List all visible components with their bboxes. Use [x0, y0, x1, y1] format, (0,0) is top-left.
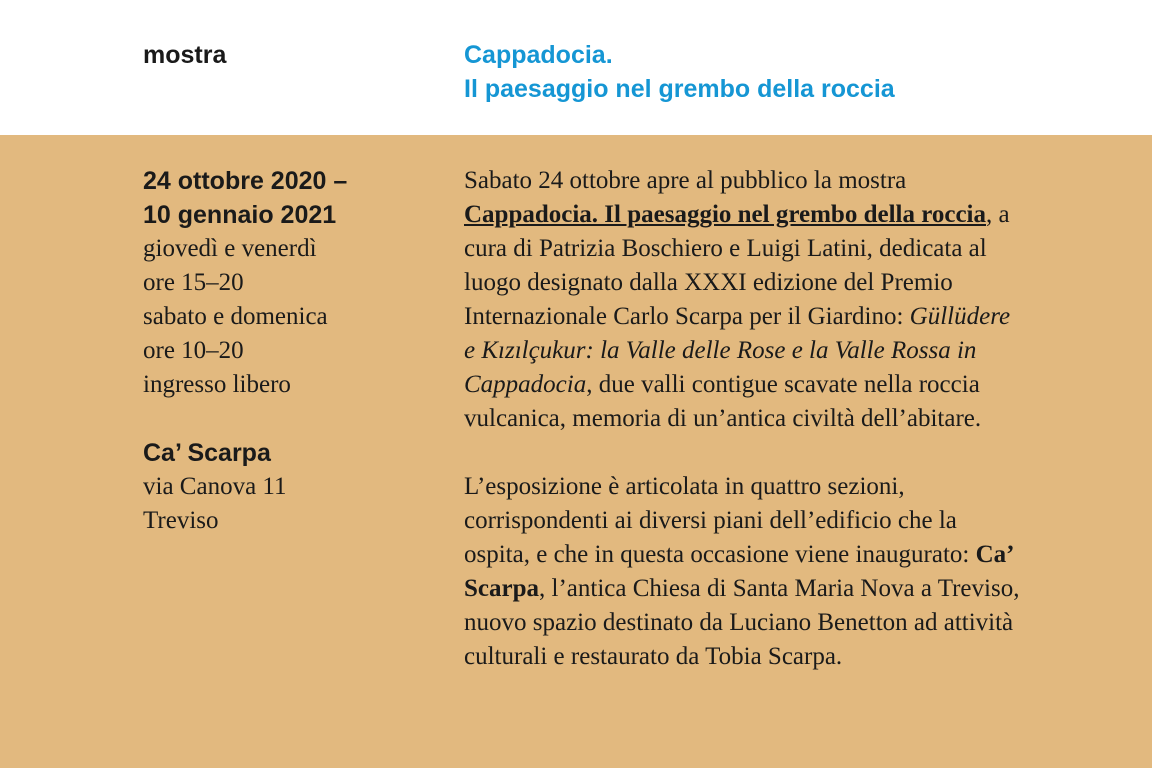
p1-mid: , a cura di Patrizia Boschiero e Luigi Latini, dedicata al luogo designato dalla XXXI edizione del Premio Internazionale Carlo Scarpa per il Giardino:: [464, 201, 1010, 330]
date-start: 24 ottobre 2020 –: [143, 167, 348, 195]
hours-line: giovedì e venerdì: [143, 235, 317, 262]
description: [464, 164, 1024, 674]
address-city: Treviso: [143, 507, 219, 534]
p2-intro: L’esposizione è articolata in quattro sezioni, corrispondenti ai diversi piani dell’edificio che la ospita, e che in questa occasione viene inaugurato:: [464, 473, 976, 568]
venue-name: Ca’ Scarpa: [143, 439, 271, 467]
header: [0, 0, 1152, 135]
date-end: 10 gennaio 2021: [143, 201, 337, 229]
section-label: mostra: [143, 41, 227, 69]
hours-line: ore 15–20: [143, 269, 244, 296]
title-line-1: Cappadocia.: [464, 41, 613, 69]
hours-line: sabato e domenica: [143, 303, 328, 330]
award-site-name: Güllüdere e Kızılçukur: la Valle delle Rose e la Valle Rossa in Cappadocia: [464, 303, 1011, 398]
paragraph-1: [464, 164, 1024, 436]
admission-note: ingresso libero: [143, 371, 291, 398]
p2-end: , l’antica Chiesa di Santa Maria Nova a Treviso, nuovo spazio destinato da Luciano Benetton ad attività culturali e restaurato da Tobia Scarpa.: [464, 575, 1020, 670]
venue-mention: Ca’ Scarpa: [464, 541, 1013, 602]
exhibition-title: [464, 38, 895, 106]
event-details: [143, 164, 443, 538]
exhibition-link[interactable]: Cappadocia. Il paesaggio nel grembo della roccia: [464, 201, 986, 228]
hours-line: ore 10–20: [143, 337, 244, 364]
title-line-2: Il paesaggio nel grembo della roccia: [464, 75, 895, 103]
paragraph-2: [464, 470, 1024, 674]
p1-intro: Sabato 24 ottobre apre al pubblico la mostra: [464, 167, 907, 194]
date-range: [143, 164, 443, 232]
address-street: via Canova 11: [143, 473, 287, 500]
opening-hours: [143, 232, 443, 402]
venue-address: [143, 470, 443, 538]
p1-end: , due valli contigue scavate nella roccia vulcanica, memoria di un’antica civiltà dell’abitare.: [464, 371, 982, 432]
